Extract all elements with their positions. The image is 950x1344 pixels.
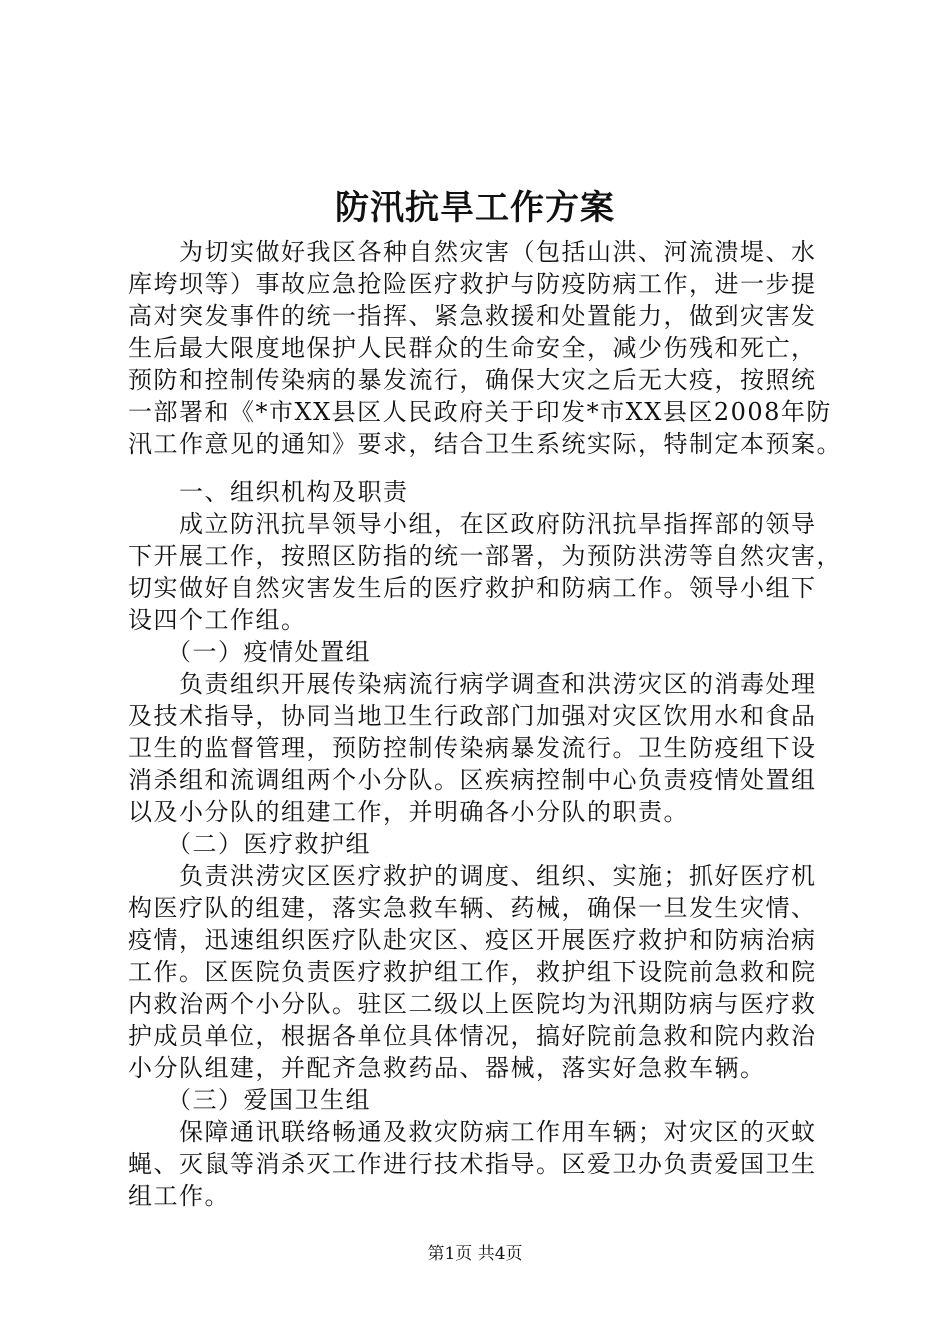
text-line: 构医疗队的组建，落实急救车辆、药械，确保一旦发生灾情、 [128,894,817,922]
text-line: 负责组织开展传染病流行病学调查和洪涝灾区的消毒处理 [128,670,817,698]
subsection-heading: （二）医疗救护组 [128,830,371,858]
page-title: 防汛抗旱工作方案 [335,188,615,228]
text-line: 内救治两个小分队。驻区二级以上医院均为汛期防病与医疗救 [128,990,817,1018]
text-line: 小分队组建，并配齐急救药品、器械，落实好急救车辆。 [128,1054,766,1082]
text-line: 卫生的监督管理，预防控制传染病暴发流行。卫生防疫组下设 [128,734,817,762]
text-line: 以及小分队的组建工作，并明确各小分队的职责。 [128,798,689,826]
text-line: 负责洪涝灾区医疗救护的调度、组织、实施；抓好医疗机 [128,862,817,890]
text-line: 汛工作意见的通知》要求，结合卫生系统实际，特制定本预案。 [128,430,842,458]
text-line: 设四个工作组。 [128,606,307,634]
text-line: 组工作。 [128,1182,230,1210]
text-line: 生后最大限度地保护人民群众的生命安全，减少伤残和死亡， [128,334,817,362]
subsection-paragraph [128,860,828,1084]
text-line: 护成员单位，根据各单位具体情况，搞好院前急救和院内救治 [128,1022,817,1050]
text-line: 成立防汛抗旱领导小组，在区政府防汛抗旱指挥部的领导 [128,510,817,538]
subsection-heading: （一）疫情处置组 [128,638,371,666]
text-line: 疫情，迅速组织医疗队赴灾区、疫区开展医疗救护和防病治病 [128,926,817,954]
document-body [128,236,842,1212]
text-line: 工作。区医院负责医疗救护组工作，救护组下设院前急救和院 [128,958,817,986]
section-paragraph [128,508,842,636]
subsection-paragraph [128,668,828,828]
text-line: 库垮坝等）事故应急抢险医疗救护与防疫防病工作，进一步提 [128,270,817,298]
section-heading: 一、组织机构及职责 [128,478,409,506]
text-line: 保障通讯联络畅通及救灾防病工作用车辆；对灾区的灭蚊 [128,1118,817,1146]
intro-paragraph [128,236,842,460]
text-line: 蝇、灭鼠等消杀灭工作进行技术指导。区爱卫办负责爱国卫生 [128,1150,817,1178]
text-line: 切实做好自然灾害发生后的医疗救护和防病工作。领导小组下 [128,574,817,602]
text-line: 下开展工作，按照区防指的统一部署，为预防洪涝等自然灾害， [128,542,842,570]
text-line: 及技术指导，协同当地卫生行政部门加强对灾区饮用水和食品 [128,702,817,730]
subsection-paragraph [128,1116,828,1212]
text-line: 高对突发事件的统一指挥、紧急救援和处置能力，做到灾害发 [128,302,817,330]
text-line: 预防和控制传染病的暴发流行，确保大灾之后无大疫，按照统 [128,366,817,394]
page-number-footer: 第1页 共4页 [427,1244,523,1264]
subsection-heading: （三）爱国卫生组 [128,1086,371,1114]
text-line: 为切实做好我区各种自然灾害（包括山洪、河流溃堤、水 [128,238,817,266]
text-line: 消杀组和流调组两个小分队。区疾病控制中心负责疫情处置组 [128,766,817,794]
text-line: 一部署和《*市XX县区人民政府关于印发*市XX县区2008年防 [128,398,832,426]
